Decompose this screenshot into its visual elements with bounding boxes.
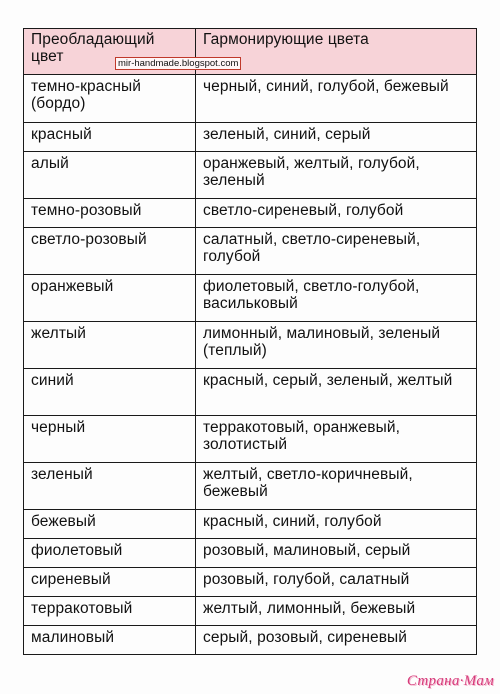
table-row — [24, 510, 477, 539]
harmonizing-colors-cell: желтый, лимонный, бежевый — [196, 597, 477, 626]
dominant-color-cell: бежевый — [24, 510, 196, 539]
table-row — [24, 626, 477, 655]
table-row — [24, 463, 477, 510]
table-row — [24, 228, 477, 275]
harmonizing-colors-cell: зеленый, синий, серый — [196, 123, 477, 152]
header-dominant-color-label: Преобладающий цвет — [31, 31, 155, 65]
table-row — [24, 199, 477, 228]
dominant-color-cell: фиолетовый — [24, 539, 196, 568]
dominant-color-cell: красный — [24, 123, 196, 152]
site-logo: Страна·Мам — [406, 673, 494, 689]
dominant-color-cell: желтый — [24, 322, 196, 369]
dominant-color-cell: зеленый — [24, 463, 196, 510]
harmonizing-colors-cell: оранжевый, желтый, голубой, зеленый — [196, 152, 477, 199]
harmonizing-colors-cell: красный, серый, зеленый, желтый — [196, 369, 477, 416]
harmonizing-colors-cell: светло-сиреневый, голубой — [196, 199, 477, 228]
harmonizing-colors-cell: терракотовый, оранжевый, золотистый — [196, 416, 477, 463]
dominant-color-cell: оранжевый — [24, 275, 196, 322]
source-watermark: mir-handmade.blogspot.com — [115, 57, 241, 70]
harmonizing-colors-cell: красный, синий, голубой — [196, 510, 477, 539]
dominant-color-cell: синий — [24, 369, 196, 416]
harmonizing-colors-cell: розовый, малиновый, серый — [196, 539, 477, 568]
harmonizing-colors-cell: лимонный, малиновый, зеленый (теплый) — [196, 322, 477, 369]
header-harmonizing-colors-label: Гармонирующие цвета — [203, 31, 369, 48]
dominant-color-cell: темно-красный (бордо) — [24, 75, 196, 123]
table-row — [24, 322, 477, 369]
dominant-color-cell: терракотовый — [24, 597, 196, 626]
harmonizing-colors-cell: желтый, светло-коричневый, бежевый — [196, 463, 477, 510]
harmonizing-colors-cell: розовый, голубой, салатный — [196, 568, 477, 597]
table-row — [24, 597, 477, 626]
dominant-color-cell: светло-розовый — [24, 228, 196, 275]
dominant-color-cell: черный — [24, 416, 196, 463]
table-row — [24, 152, 477, 199]
dominant-color-cell: алый — [24, 152, 196, 199]
table-row — [24, 275, 477, 322]
dominant-color-cell: темно-розовый — [24, 199, 196, 228]
table-row — [24, 568, 477, 597]
table-row — [24, 416, 477, 463]
table-header-row — [24, 29, 477, 75]
harmonizing-colors-cell: салатный, светло-сиреневый, голубой — [196, 228, 477, 275]
color-harmony-table — [23, 28, 477, 655]
harmonizing-colors-cell: черный, синий, голубой, бежевый — [196, 75, 477, 123]
harmonizing-colors-cell: фиолетовый, светло-голубой, васильковый — [196, 275, 477, 322]
table-row — [24, 123, 477, 152]
dominant-color-cell: малиновый — [24, 626, 196, 655]
table-row — [24, 75, 477, 123]
table-row — [24, 539, 477, 568]
dominant-color-cell: сиреневый — [24, 568, 196, 597]
table-row — [24, 369, 477, 416]
harmonizing-colors-cell: серый, розовый, сиреневый — [196, 626, 477, 655]
